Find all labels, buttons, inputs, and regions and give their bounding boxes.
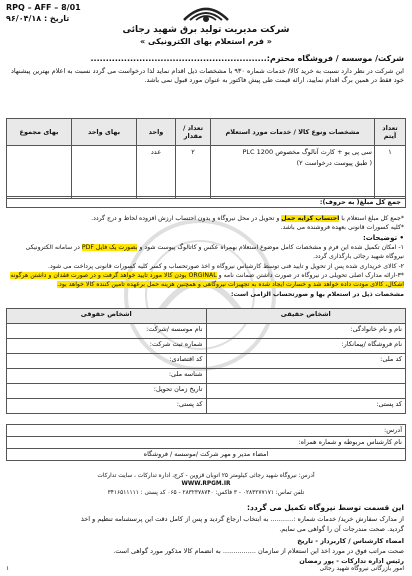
row-total-price[interactable] (7, 146, 72, 199)
real-field-empty-1[interactable] (206, 369, 406, 384)
table-row (7, 324, 406, 339)
expert-signature-label: امضاء کارشناس / کاربرداز - تاریخ (297, 536, 404, 545)
parties-header (7, 309, 406, 324)
contact-field[interactable]: نام کارشناس مربوطه و شماره همراه: (7, 437, 405, 449)
legal-persons-heading: اشخاص حقوقی (7, 309, 207, 324)
items-table-header (7, 119, 406, 146)
legal-field-postal-code[interactable]: کد پستی: (7, 399, 207, 414)
row-description (211, 146, 375, 199)
note-4: مشخصات ذیل در استعلام بها و صورتحساب الزامی است: (230, 290, 404, 298)
website-link[interactable]: WWW.RPGM.IR (181, 481, 231, 488)
plant-address: آدرس: نیروگاه شهید رجائی کیلومتر ۲۵ اتوبان قزوین - کرج، اداره تدارکات ، سایت تدارکات (97, 473, 315, 479)
plant-phones: تلفن تماس: ۰۲۸۳۲۷۷۱۷۱ - ۳ فاکس: ۲۸۳۲۳۷۸۷۴۰ - ۰۶۵ کد پستی : ۳۴۱۶۵۱۱۱۱۱ (107, 489, 305, 496)
real-field-store[interactable]: نام فروشگاه /پیمانکار: (206, 339, 406, 354)
internal-section (8, 502, 404, 566)
real-persons-heading: اشخاص حقیقی (206, 309, 406, 324)
row-description-line2: ( طبق پیوست درخواست ۲) (296, 159, 372, 167)
head-of-procurement-label: رئیس اداره تدارکات - پور رمضان (299, 556, 404, 565)
page-number: ۱ (6, 565, 10, 572)
note-2: ۲- کالای خریداری شده پس از تحویل و تایید فنی توسط کارشناس نیروگاه و اخذ صورتحساب و کسر کلیه کسورات قانونی پرداخت می شود. (48, 262, 404, 270)
legal-field-delivery-date[interactable]: تاریخ زمان تحویل: (7, 384, 207, 399)
legal-field-economic-code[interactable]: کد اقتصادی: (7, 354, 207, 369)
real-field-postal-code[interactable]: کد پستی: (206, 399, 406, 414)
note-shipping: *جمع کل مبلغ استعلام با احتساب کرایه حمل و تحویل در محل نیروگاه و بدون احتساب ارزش افزوده لحاظ و درج گردد. (91, 215, 404, 222)
doc-code: RPQ – AFF – 8/01 (6, 3, 81, 12)
intro-text: این شرکت در نظر دارد نسبت به خرید کالا/ خدمات شماره ۹۳۰ با مشخصات ذیل اقدام نماید لذا درخواست می گردد نسبت به اعلام بهترین پیشنهاد خود فقط در همین برگ اقدام نمایید، ارائه قیمت طی پیش فاکتور به عنوان مورد قبول نمی باشد. (10, 67, 404, 85)
col-quantity: تعداد / مقدار (176, 119, 211, 146)
sum-label: جمع کل مبلغ( به حروف): (6, 196, 406, 208)
col-description: مشخصات ونوع کالا / خدمات مورد استعلام (211, 119, 375, 146)
legal-field-national-id[interactable]: شناسه ملی: (7, 369, 207, 384)
greeting: شرکت/ موسسه / فروشگاه محترم:.......................................................... (90, 54, 404, 63)
items-table (6, 118, 406, 199)
header-meta (6, 4, 81, 26)
confirmation-text: صحت مراتب فوق در مورد اخذ این استعلام از سازمان ................ به انضمام کالا مذکور مورد گواهی است. (113, 546, 404, 555)
table-row (7, 354, 406, 369)
internal-title: این قسمت توسط نیروگاه تکمیل می گردد: (247, 503, 404, 512)
note-1: ۱- امکان تکمیل شده این فرم و مشخصات کامل موضوع استعلام بهمراه عکس و کاتالوگ پیوست شود و بصورت یک فایل PDF در سامانه الکترونیکی نیروگاه شهید رجائی بارگذاری گردد. (25, 244, 404, 261)
address-block (6, 424, 406, 461)
date-value: ۹۶/۰۴/۱۸ (6, 13, 42, 23)
row-quantity: ۲ (176, 146, 211, 199)
internal-text-2: گردید. صحت مندرجات آن را گواهی می نمایم. (279, 524, 404, 533)
legal-field-company[interactable]: نام موسسه /شرکت: (7, 324, 207, 339)
internal-text-1: از مدارک سفارش خرید/ خدمات شماره :........... به ابتخاب ارجاع گردید و پس از کامل دقت این پرسشنامه تنظیم و اخذ (80, 514, 404, 523)
row-unit: عدد (137, 146, 176, 199)
highlight-shipping: احتساب کرایه حمل (281, 215, 340, 222)
date-row (6, 15, 81, 24)
highlight-pdf: بصورت یک فایل PDF (81, 244, 138, 252)
note-taxes: *کلیه کسورات قانونی بعهده فروشنده می باشد. (280, 224, 404, 232)
legal-field-registration[interactable]: شماره ثبت شرکت: (7, 339, 207, 354)
footer-note: امور بازرگانی نیروگاه شهید رجائی (319, 565, 404, 572)
table-row (7, 339, 406, 354)
date-label: تاریخ : (43, 13, 70, 23)
plant-contact-info (6, 472, 406, 497)
highlight-original: ORGINAL (188, 271, 217, 279)
col-total-price: بهای مجموع (7, 119, 72, 146)
company-name: شرکت مدیریت تولید برق شهید رجائی (122, 25, 290, 35)
real-field-national-code[interactable]: کد ملی: (206, 354, 406, 369)
notes-heading: • توضیحات: (362, 233, 404, 242)
table-row (7, 399, 406, 414)
real-field-empty-2[interactable] (206, 384, 406, 399)
table-row (7, 369, 406, 384)
row-description-line1: سی پی یو + کارت آنالوگ مخصوص PLC 1200 (242, 148, 372, 156)
company-logo-icon (176, 2, 236, 24)
address-field[interactable]: آدرس: (7, 425, 405, 437)
parties-table (6, 308, 406, 414)
row-unit-price[interactable] (72, 146, 137, 199)
row-index: ۱ (375, 146, 406, 199)
col-unit-price: بهای واحد (72, 119, 137, 146)
note-3: *۳-ارائه مدارک اصلی تحویلی در نیروگاه در صورت داشتن ضمانت نامه و ORGINAL بودن کالا مورد تایید خواهد گرفت و در صورت فقدان و داشتن هرگونه اشکال، کالای مودت داده خواهد شد و خسارت ایجاد شده به تجهیزات نیروگاهی و همچنین هزینه حمل برعهده تامین کننده کالا خواهد بود. (10, 271, 404, 289)
table-row (7, 146, 406, 199)
col-index: تعداد آیتم (375, 119, 406, 146)
signature-field[interactable]: امضاء مدیر و مهر شرکت /موسسه / فروشگاه (143, 450, 269, 458)
table-row (7, 384, 406, 399)
col-unit: واحد (137, 119, 176, 146)
notes-section (8, 214, 404, 299)
form-title: « فرم استعلام بهای الکترونیکی » (140, 37, 272, 46)
real-field-name[interactable]: نام و نام خانوادگی: (206, 324, 406, 339)
